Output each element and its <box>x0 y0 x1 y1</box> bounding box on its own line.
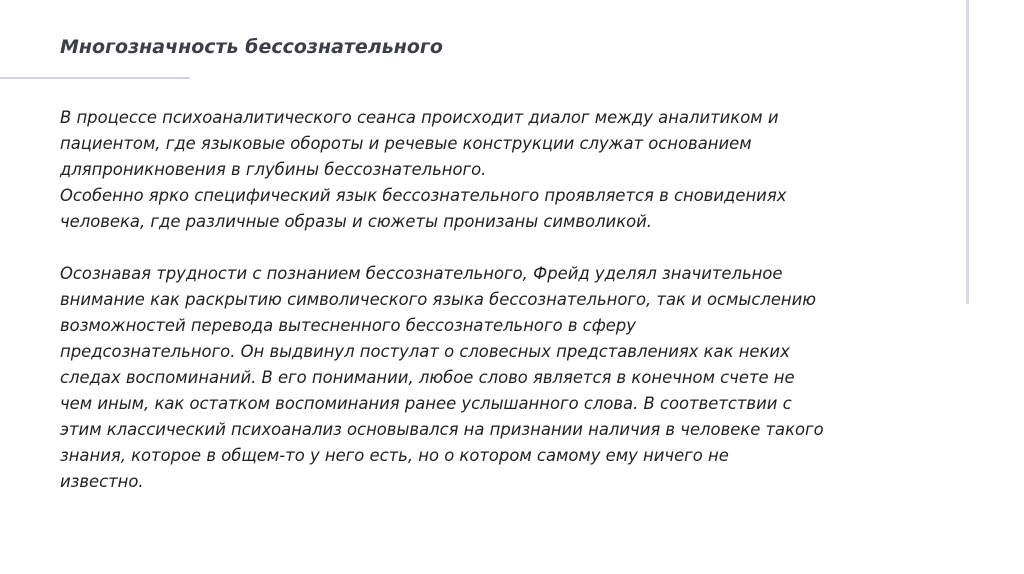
title-underline <box>0 77 190 79</box>
paragraph-2-line: знания, которое в общем-то у него есть, но о котором самому ему ничего не <box>60 446 729 465</box>
paragraph-2-line: внимание как раскрытию символического языка бессознательного, так и осмыслению <box>60 290 817 309</box>
paragraph-gap <box>60 235 940 261</box>
paragraph-1-line: человека, где различные образы и сюжеты пронизаны символикой. <box>60 212 652 231</box>
paragraph-1-line: пациентом, где языковые обороты и речевые конструкции служат основанием <box>60 134 752 153</box>
paragraph-2-line: следах воспоминаний. В его понимании, любое слово является в конечном счете не <box>60 368 795 387</box>
paragraph-2-line: чем иным, как остатком воспоминания ранее услышанного слова. В соответствии с <box>60 394 792 413</box>
paragraph-1-line: дляпроникновения в глубины бессознательного. <box>60 160 487 179</box>
paragraph-1-line: В процессе психоаналитического сеанса происходит диалог между аналитиком и <box>60 108 779 127</box>
body-text <box>60 105 940 495</box>
paragraph-2-line: предсознательного. Он выдвинул постулат о словесных представлениях как неких <box>60 342 790 361</box>
side-divider <box>966 0 969 304</box>
paragraph-1-line: Особенно ярко специфический язык бессознательного проявляется в сновидениях <box>60 186 787 205</box>
paragraph-2-line: известно. <box>60 472 144 491</box>
paragraph-2-line: Осознавая трудности с познанием бессознательного, Фрейд уделял значительное <box>60 264 783 283</box>
paragraph-2-line: этим классический психоанализ основывался на признании наличия в человеке такого <box>60 420 824 439</box>
paragraph-2-line: возможностей перевода вытесненного бессознательного в сферу <box>60 316 636 335</box>
slide-title: Многозначность бессознательного <box>60 36 443 58</box>
